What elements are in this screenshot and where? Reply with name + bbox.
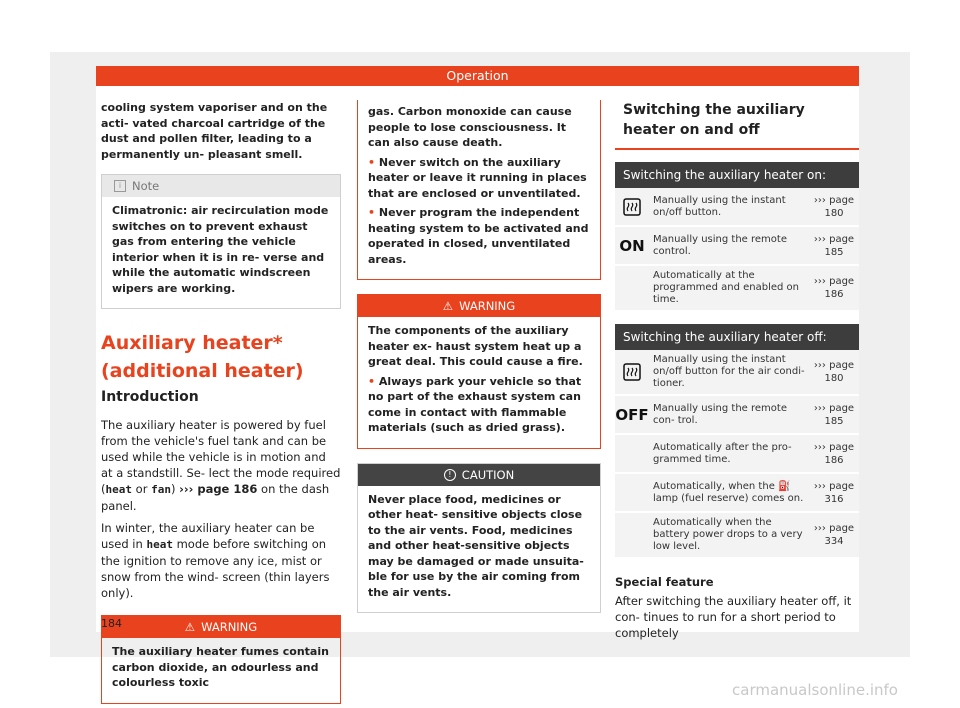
page-link[interactable]: ››› page 334: [813, 523, 855, 547]
row-text: Automatically at the programmed and enabled on time.: [653, 270, 799, 305]
warning-2-header: [358, 295, 600, 317]
page-link[interactable]: ››› page 186: [813, 441, 855, 466]
warning-text: The auxiliary heater fumes contain carbon dioxide, an odourless and colourless toxic: [112, 645, 329, 689]
warning-label: WARNING: [201, 620, 258, 634]
row-text: Automatically, when the ⛽ lamp (fuel reserve) comes on.: [653, 480, 804, 504]
note-body: [102, 197, 340, 308]
page-link-186[interactable]: ››› page 186: [179, 482, 258, 496]
warning-icon: ⚠: [442, 299, 454, 313]
para1-close: ): [170, 482, 176, 496]
heater-button-icon: [615, 198, 649, 216]
column-middle: [357, 100, 601, 613]
off-table-header: Switching the auxiliary heater off:: [615, 324, 859, 350]
warning-cont-bullet-1: [368, 155, 590, 202]
paragraph-1: [101, 417, 341, 514]
page-link[interactable]: ››› page 316: [813, 480, 855, 505]
warning-cont-bullet-2: [368, 205, 590, 267]
para2-text: In winter, the auxiliary heater can be used in: [101, 521, 315, 551]
warning-body: [102, 638, 340, 703]
special-feature-text: After switching the auxiliary heater off, it con- tinues to run for a short period to completely: [615, 594, 852, 640]
note-label: Note: [132, 179, 160, 193]
row-text: Automatically when the battery power drops to a very low level.: [653, 517, 803, 552]
intro-text: cooling system vaporiser and on the acti- vated charcoal cartridge of the dust and pollen filter, leading to a permanently un- pleasant smell.: [101, 101, 328, 161]
para1-text: The auxiliary heater is powered by fuel from the vehicle's fuel tank and can be used while the vehicle is in motion and at a standstill. Se- lect the mode required (: [101, 418, 341, 496]
on-table: [615, 162, 859, 312]
switching-title: Switching the auxiliary heater on and off: [615, 100, 859, 150]
page-number: 184: [101, 617, 122, 630]
warning-2-label: WARNING: [459, 299, 516, 313]
warning-2-text: The components of the auxiliary heater ex- haust system heat up a great deal. This could cause a fire.: [368, 324, 583, 368]
paragraph-2: [101, 520, 341, 601]
on-label-icon: ON: [619, 236, 645, 255]
warning-header: [102, 616, 340, 638]
row-text: Automatically after the pro- grammed time.: [653, 441, 792, 465]
caution-icon: !: [444, 469, 456, 481]
note-header: [102, 175, 340, 197]
warning-box: [101, 615, 341, 704]
caution-header: [358, 464, 600, 486]
table-row: [615, 435, 859, 474]
warning-icon: ⚠: [184, 620, 196, 634]
para1-or: or: [132, 482, 152, 496]
watermark-footer: carmanualsonline.info: [732, 681, 898, 699]
subheading-introduction: Introduction: [101, 389, 199, 405]
column-right: [615, 100, 859, 647]
page-link[interactable]: ››› page 180: [813, 360, 855, 384]
table-row: [615, 513, 859, 559]
table-row: [615, 396, 859, 435]
bullet-2-text: Never program the independent heating system to be activated and operated in closed, unventilated areas.: [368, 206, 589, 266]
bullet-icon: •: [368, 155, 379, 169]
row-text: Manually using the remote con- trol.: [653, 402, 787, 426]
row-text: Manually using the instant on/off button.: [653, 194, 786, 218]
table-row: [615, 227, 859, 266]
section-header: Operation: [96, 66, 859, 86]
page-link[interactable]: ››› page 186: [813, 276, 855, 300]
caution-label: CAUTION: [461, 467, 515, 482]
off-table: [615, 324, 859, 559]
warning-2-bullet-text: Always park your vehicle so that no part of the exhaust system can come in contact with flammable materials (such as dried grass).: [368, 374, 582, 434]
caution-box: [357, 463, 601, 614]
warning-continued-body: [358, 100, 600, 279]
mode-fan: fan: [151, 483, 171, 496]
note-box: [101, 174, 341, 309]
caution-body: [358, 486, 600, 613]
caution-text: Never place food, medicines or other heat- sensitive objects close to the air vents. Food, medicines and other heat-sensitive objects may be damaged or made unsuita- ble for use by the air coming from the air vents.: [368, 492, 584, 599]
heater-button-icon: [615, 363, 649, 381]
bullet-1-text: Never switch on the auxiliary heater or leave it running in places that are enclosed or unventilated.: [368, 155, 587, 200]
page-link[interactable]: ››› page 185: [813, 233, 855, 258]
warning-continued-box: [357, 100, 601, 280]
mode-heat-2: heat: [146, 538, 173, 551]
warning-cont-text: gas. Carbon monoxide can cause people to lose consciousness. It can also cause death.: [368, 105, 572, 149]
bullet-icon: •: [368, 374, 379, 388]
page-link[interactable]: ››› page 185: [813, 402, 855, 427]
para1-end: on the dash panel.: [101, 482, 330, 513]
warning-2-bullet: [368, 374, 590, 436]
table-row: [615, 474, 859, 513]
page-link[interactable]: ››› page 180: [813, 194, 855, 219]
section-heading: Auxiliary heater* (additional heater): [101, 332, 304, 382]
table-row: [615, 188, 859, 227]
table-row: [615, 266, 859, 312]
column-left: [101, 100, 341, 704]
table-row: [615, 350, 859, 396]
off-label-icon: OFF: [615, 405, 649, 424]
warning-2-body: [358, 317, 600, 448]
row-text: Manually using the instant on/off button for the air condi- tioner.: [653, 354, 805, 389]
row-text: Manually using the remote control.: [653, 233, 787, 257]
warning-box-2: [357, 294, 601, 449]
on-table-header: Switching the auxiliary heater on:: [615, 162, 859, 188]
bullet-icon: •: [368, 206, 379, 219]
special-feature-heading: Special feature: [615, 575, 714, 589]
info-icon: i: [114, 180, 126, 192]
para2-rest: mode before switching on the ignition to remove any ice, mist or snow from the wind- screen (thin layers only).: [101, 537, 330, 600]
mode-heat: heat: [105, 483, 132, 496]
note-text: Climatronic: air recirculation mode switches on to prevent exhaust gas from entering the vehicle interior when it is in re- verse and while the automatic windscreen wipers are working.: [112, 204, 329, 295]
